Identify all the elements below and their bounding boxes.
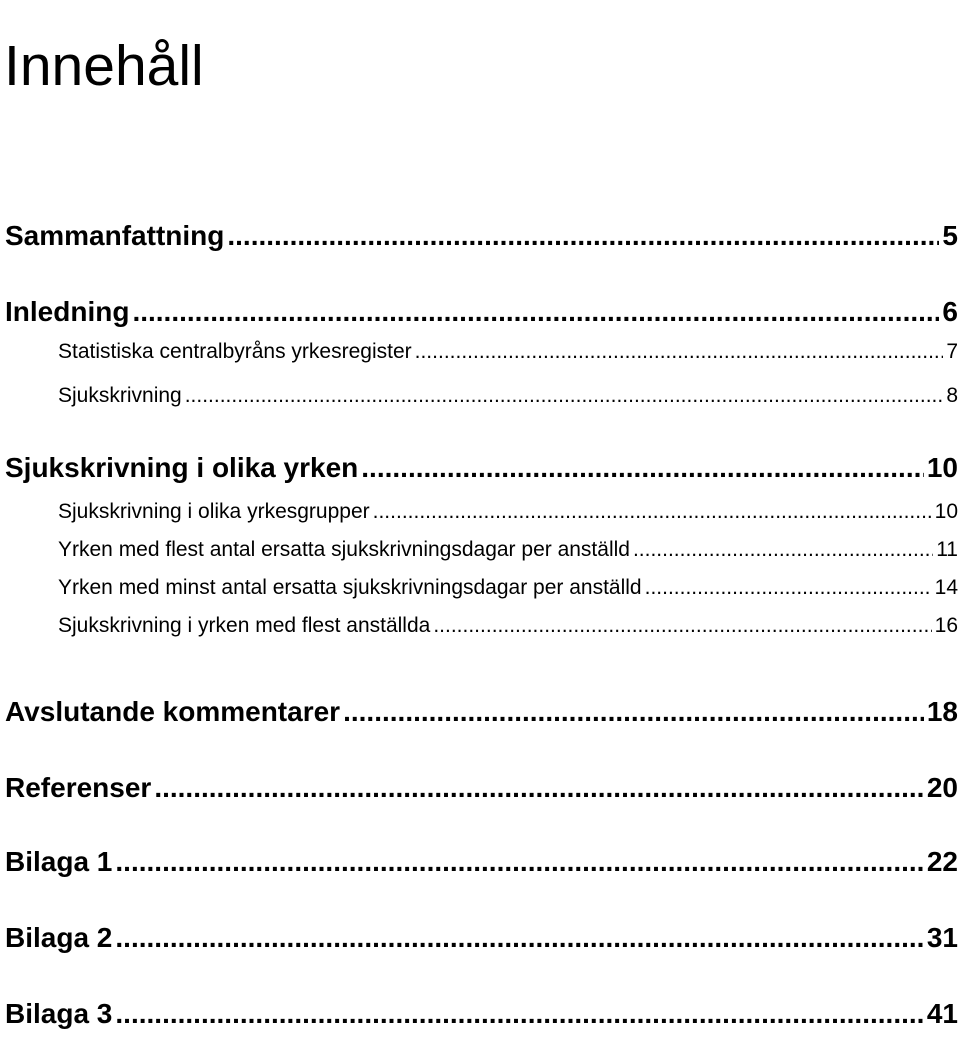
toc-dot-leader <box>227 220 939 252</box>
toc-entry-title: Statistiska centralbyråns yrkesregister <box>58 340 412 363</box>
toc-entry-title: Bilaga 3 <box>5 998 113 1029</box>
toc-entry-title: Inledning <box>5 296 130 327</box>
toc-dot-leader <box>115 998 923 1030</box>
toc-entry-avslutande-kommentarer[interactable] <box>5 696 960 736</box>
toc-page-number: 5 <box>942 220 958 251</box>
toc-page-number: 14 <box>934 576 958 599</box>
toc-entry-title: Sjukskrivning i olika yrken <box>5 452 359 483</box>
toc-page-number: 11 <box>936 538 958 561</box>
toc-page-number: 31 <box>926 922 958 953</box>
toc-page-number: 10 <box>926 452 958 483</box>
toc-entry-title: Yrken med flest antal ersatta sjukskrivningsdagar per anställd <box>58 538 630 561</box>
toc-dot-leader <box>373 500 932 524</box>
toc-dot-leader <box>115 846 923 878</box>
toc-page-number: 8 <box>946 384 958 407</box>
toc-entry-yrkesregister[interactable] <box>58 340 960 380</box>
toc-entry-sjukskrivning-olika-yrken[interactable] <box>5 452 960 492</box>
toc-page-number: 22 <box>926 846 958 877</box>
toc-dot-leader <box>433 614 931 638</box>
toc-entry-title: Referenser <box>5 772 152 803</box>
toc-entry-bilaga-3[interactable] <box>5 998 960 1038</box>
toc-entry-flest-anstallda[interactable] <box>58 614 960 654</box>
toc-entry-title: Bilaga 1 <box>5 846 113 877</box>
toc-entry-title: Bilaga 2 <box>5 922 113 953</box>
toc-page-number: 16 <box>934 614 958 637</box>
toc-dot-leader <box>343 696 924 728</box>
toc-entry-title: Sjukskrivning i yrken med flest anställda <box>58 614 431 637</box>
toc-entry-minst-sjukdagar[interactable] <box>58 576 960 616</box>
toc-dot-leader <box>132 296 939 328</box>
toc-page-number: 6 <box>942 296 958 327</box>
toc-dot-leader <box>633 538 933 562</box>
toc-entry-inledning[interactable] <box>5 296 960 336</box>
toc-dot-leader <box>645 576 932 600</box>
toc-entry-bilaga-1[interactable] <box>5 846 960 886</box>
toc-dot-leader <box>115 922 923 954</box>
toc-page-number: 7 <box>946 340 958 363</box>
toc-entry-sjukskrivning[interactable] <box>58 384 960 424</box>
toc-dot-leader <box>415 340 944 364</box>
toc-entry-title: Yrken med minst antal ersatta sjukskrivningsdagar per anställd <box>58 576 642 599</box>
toc-entry-sammanfattning[interactable] <box>5 220 960 260</box>
toc-page-number: 18 <box>926 696 958 727</box>
toc-entry-flest-sjukdagar[interactable] <box>58 538 960 578</box>
toc-entry-title: Sjukskrivning <box>58 384 182 407</box>
toc-entry-title: Sammanfattning <box>5 220 225 251</box>
toc-dot-leader <box>185 384 944 408</box>
toc-page-number: 41 <box>926 998 958 1029</box>
toc-page-number: 10 <box>934 500 958 523</box>
toc-entry-bilaga-2[interactable] <box>5 922 960 962</box>
toc-entry-referenser[interactable] <box>5 772 960 812</box>
page-title: Innehåll <box>4 34 204 99</box>
toc-entry-yrkesgrupper[interactable] <box>58 500 960 540</box>
toc-page-number: 20 <box>926 772 958 803</box>
toc-entry-title: Sjukskrivning i olika yrkesgrupper <box>58 500 370 523</box>
toc-entry-title: Avslutande kommentarer <box>5 696 341 727</box>
toc-dot-leader <box>154 772 924 804</box>
toc-dot-leader <box>361 452 924 484</box>
